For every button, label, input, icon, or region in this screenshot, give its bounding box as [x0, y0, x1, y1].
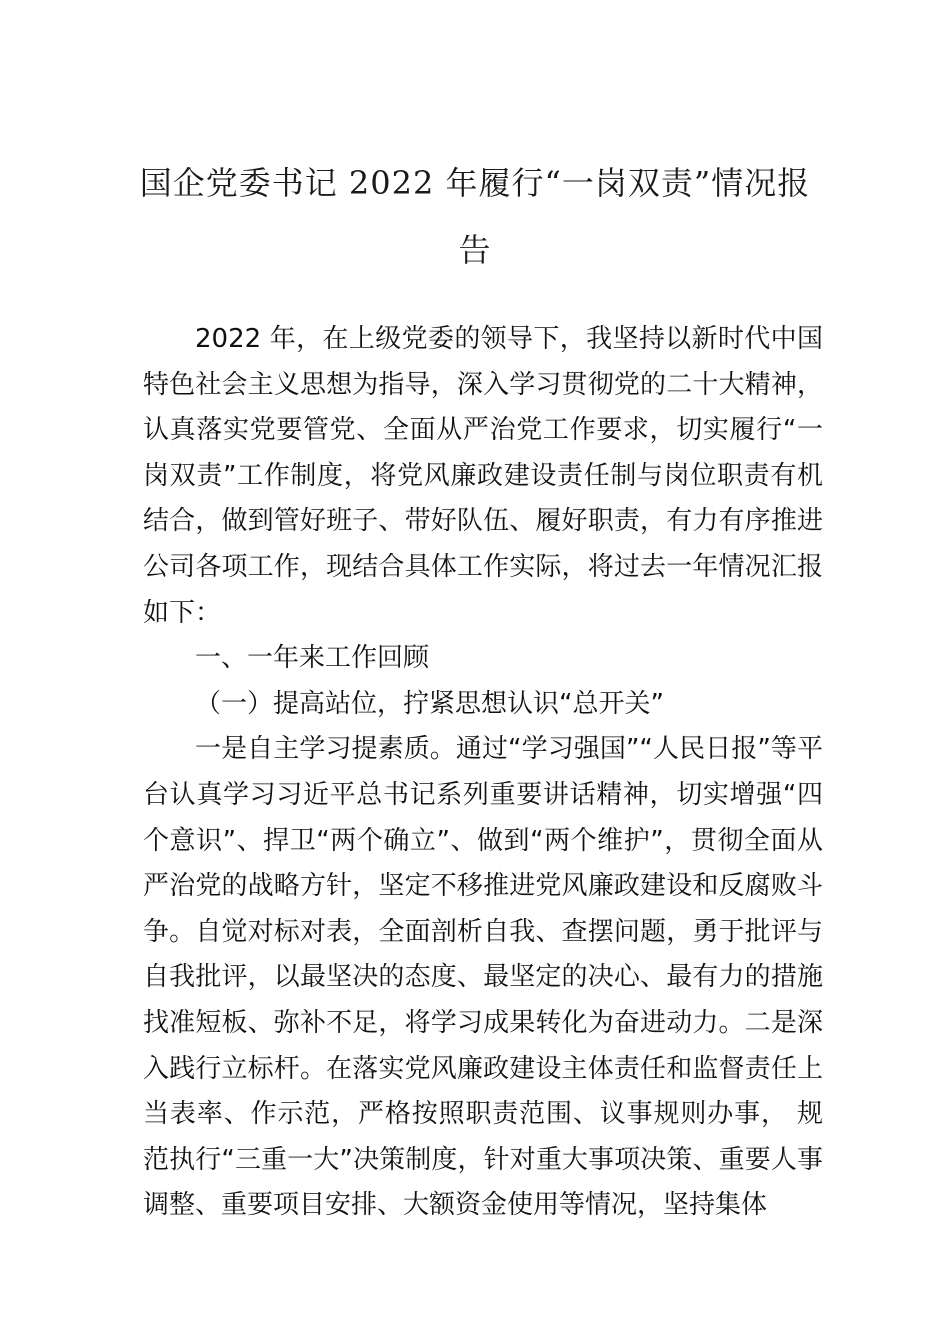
subsection-heading: （一）提高站位，拧紧思想认识“总开关” [195, 688, 664, 719]
document-body [143, 317, 823, 1229]
document-title: 国企党委书记 2022 年履行“一岗双责”情况报告 [139, 164, 811, 269]
body-paragraph: 一是自主学习提素质。通过“学习强国”“人民日报”等平台认真学习习近平总书记系列重要讲话精神，切实增强“四个意识”、捍卫“两个确立”、做到“两个维护”，贯彻全面从严治党的战略方针，坚定不移推进党风廉政建设和反腐败斗争。自觉对标对表，全面剖析自我、查摆问题，勇于批评与自我批评，以最坚决的态度、最坚定的决心、最有力的措施找准短板、弥补不足，将学习成果转化为奋进动力。二是深入践行立标杆。在落实党风廉政建设主体责任和监督责任上当表率、作示范，严格按照职责范围、议事规则办事， 规范执行“三重一大”决策制度，针对重大事项决策、重要人事调整、重要项目安排、大额资金使用等情况，坚持集体 [143, 734, 823, 1221]
section-heading: 一、一年来工作回顾 [195, 643, 430, 674]
intro-paragraph: 2022 年，在上级党委的领导下，我坚持以新时代中国特色社会主义思想为指导，深入学习贯彻党的二十大精神，认真落实党要管党、全面从严治党工作要求，切实履行“一岗双责”工作制度，将党风廉政建设责任制与岗位职责有机结合，做到管好班子、带好队伍、履好职责，有力有序推进公司各项工作，现结合具体工作实际，将过去一年情况汇报如下： [143, 324, 823, 628]
